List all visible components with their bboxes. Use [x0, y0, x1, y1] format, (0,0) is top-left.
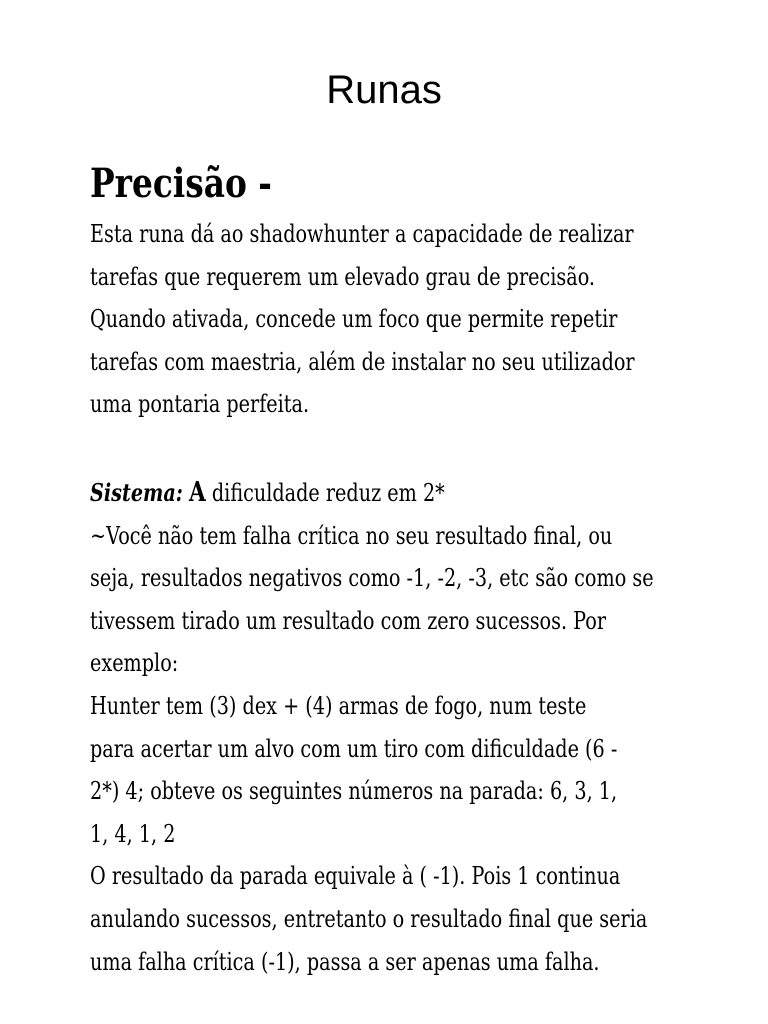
text-line: ~Você não tem falha crítica no seu resultado final, ou — [90, 521, 613, 550]
text-line: 1, 4, 1, 2 — [90, 819, 176, 848]
text-line: tarefas com maestria, além de instalar no seu utilizador — [90, 347, 635, 376]
text-line: 2*) 4; obteve os seguintes números na parada: 6, 3, 1, — [90, 777, 618, 806]
text-line: exemplo: — [90, 649, 179, 678]
text-line: Quando ativada, concede um foco que permite repetir — [90, 305, 618, 334]
text-line: anulando sucessos, entretanto o resultado final que seria — [90, 904, 648, 933]
rune-letter: A — [189, 477, 206, 508]
text-line: uma falha crítica (-1), passa a ser apenas uma falha. — [90, 947, 600, 976]
text-line: Hunter tem (3) dex + (4) armas de fogo, num teste — [90, 691, 587, 720]
text-line: tarefas que requerem um elevado grau de precisão. — [90, 262, 596, 291]
text-line: uma pontaria perfeita. — [90, 390, 310, 419]
page-title: Runas — [326, 68, 442, 112]
text-line: Esta runa dá ao shadowhunter a capacidade de realizar — [90, 220, 634, 248]
section-heading: Precisão - — [90, 160, 272, 207]
description-paragraph — [90, 213, 700, 426]
text-line: seja, resultados negativos como -1, -2, -3, etc são como se — [90, 564, 654, 593]
sistema-paragraph — [90, 472, 700, 983]
text-line: tivessem tirado um resultado com zero sucessos. Por — [90, 606, 607, 635]
text-line: O resultado da parada equivale à ( -1). Pois 1 continua — [90, 862, 621, 891]
sistema-label: Sistema: — [90, 478, 183, 507]
sistema-text: dificuldade reduz em 2* — [211, 479, 445, 507]
text-line: para acertar um alvo com um tiro com dificuldade (6 - — [90, 734, 618, 763]
sistema-line — [90, 472, 578, 515]
